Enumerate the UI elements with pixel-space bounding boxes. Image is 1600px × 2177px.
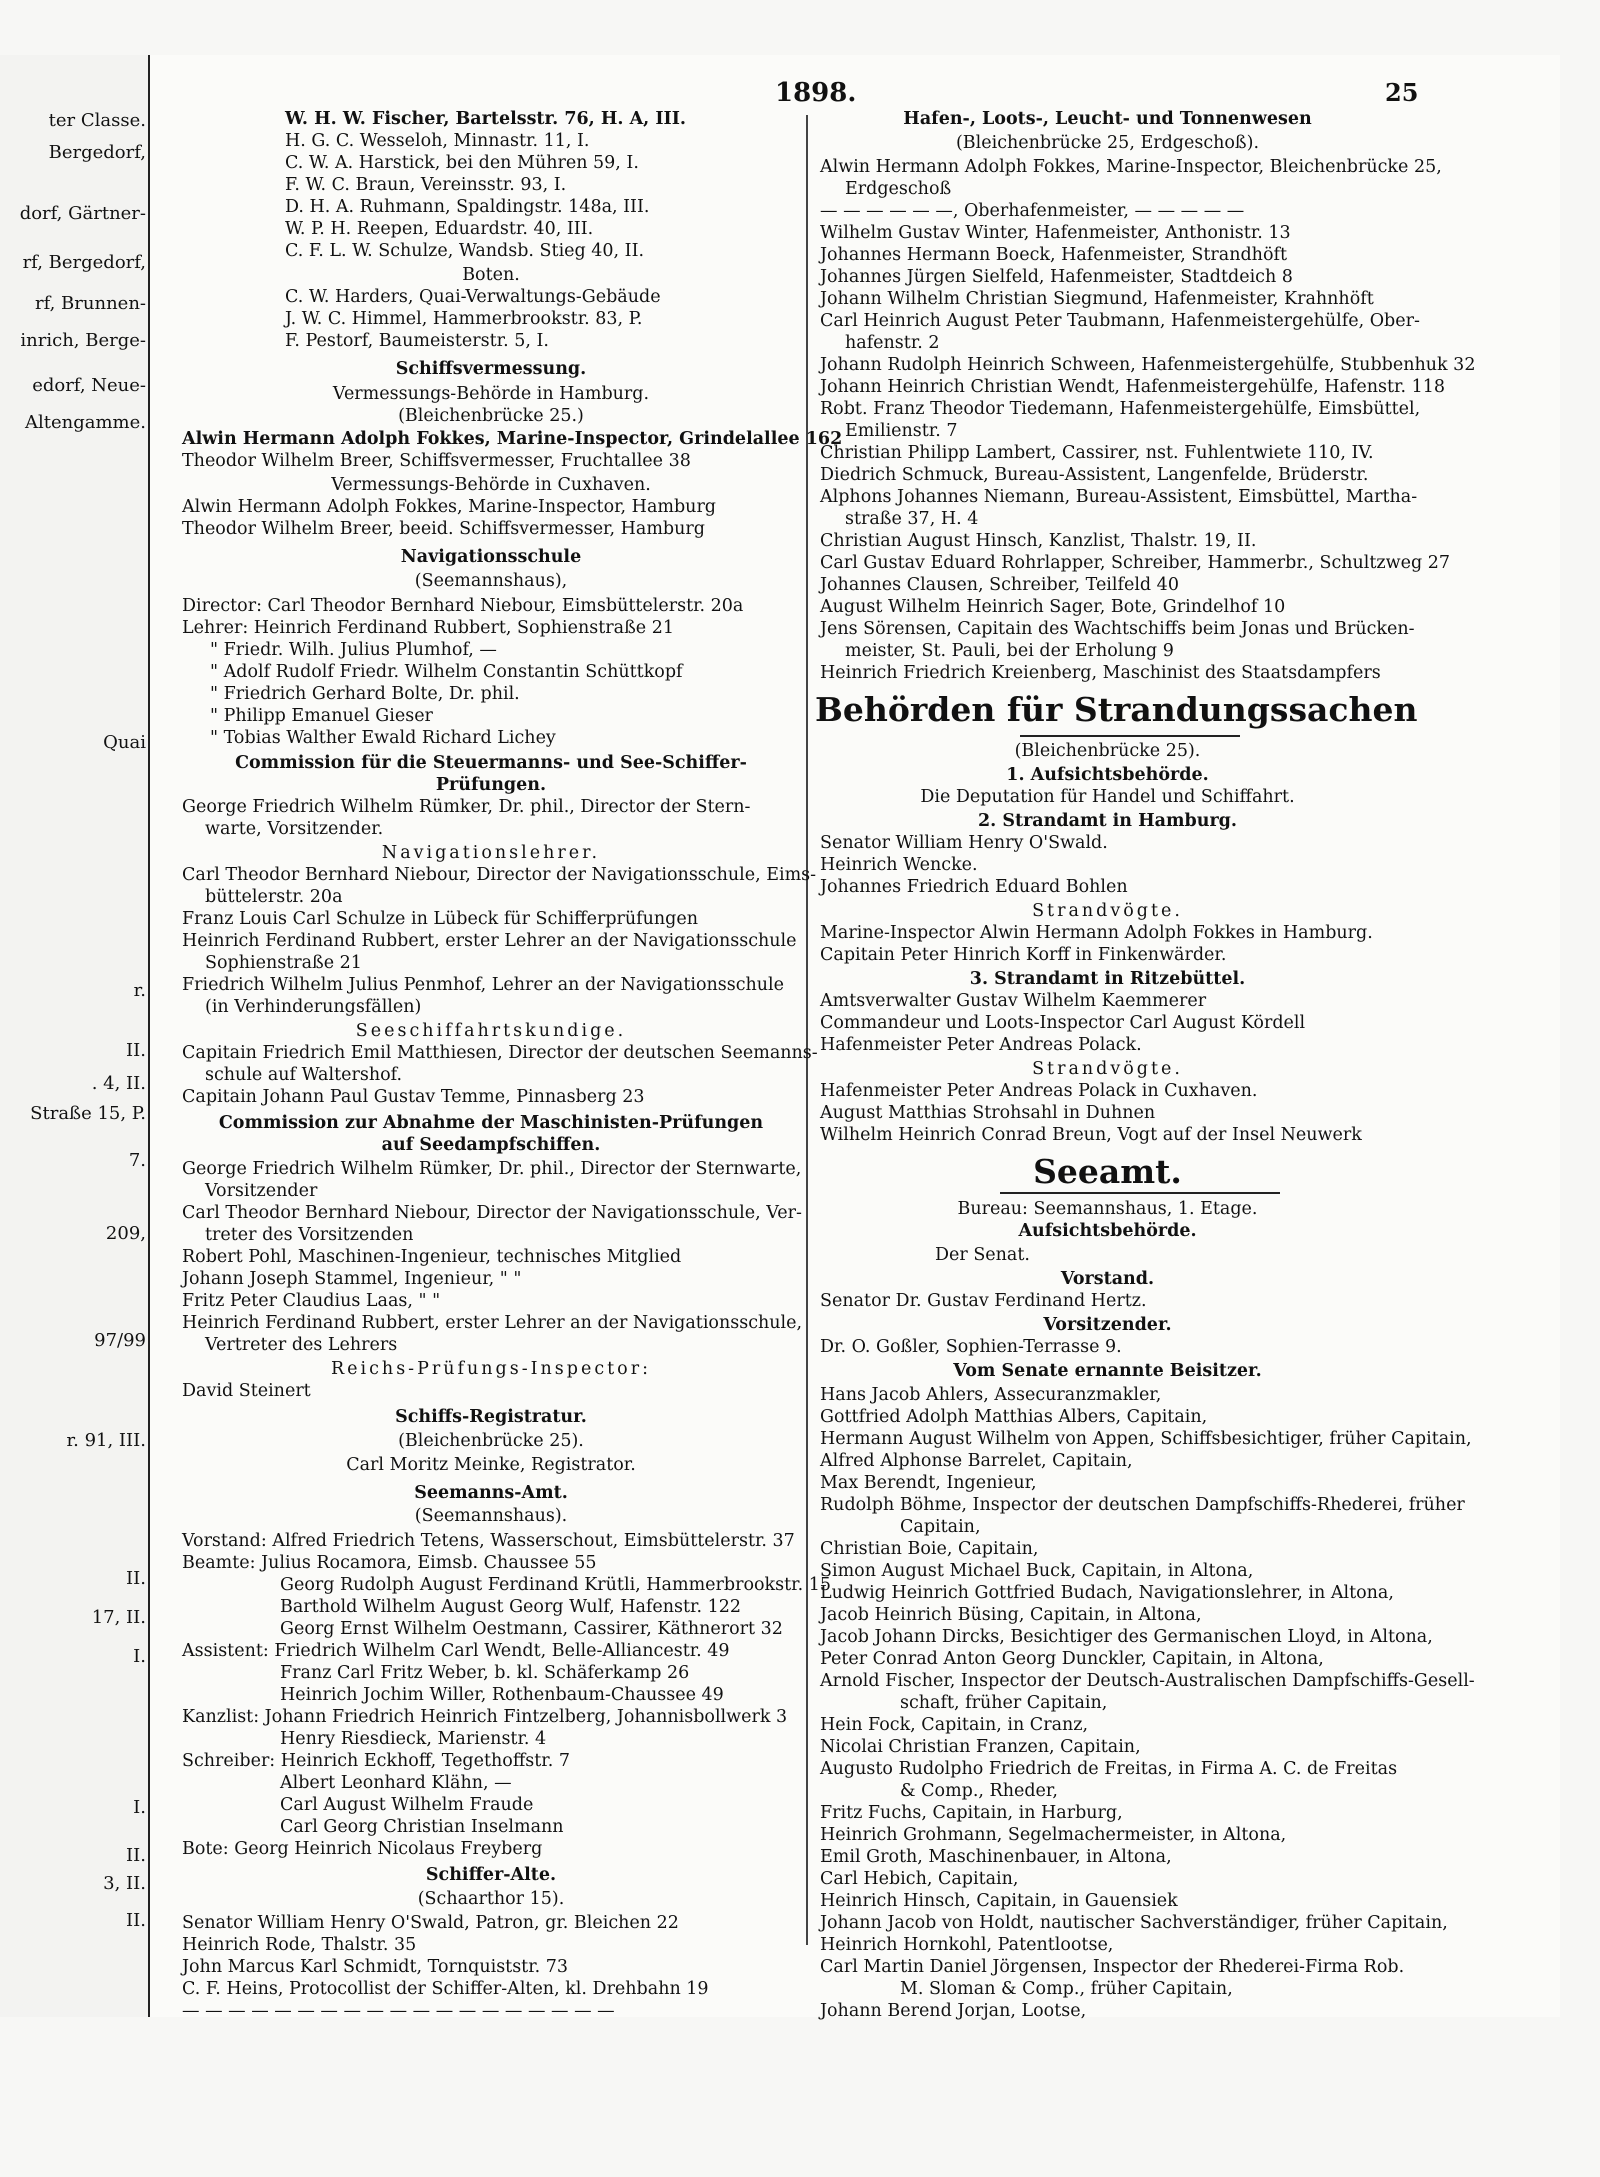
text-line: Johann Wilhelm Christian Siegmund, Hafenmeister, Krahnhöft — [820, 289, 1374, 309]
text-line: Kanzlist: Johann Friedrich Heinrich Fintzelberg, Johannisbollwerk 3 — [182, 1707, 788, 1727]
text-line: Hans Jacob Ahlers, Assecuranzmakler, — [820, 1385, 1162, 1405]
text-line: Carl Moritz Meinke, Registrator. — [346, 1455, 636, 1475]
text-line: Alphons Johannes Niemann, Bureau-Assistent, Eimsbüttel, Martha- — [820, 487, 1418, 507]
text-line: Johann Berend Jorjan, Lootse, — [820, 2001, 1087, 2021]
text-line: Johannes Jürgen Sielfeld, Hafenmeister, Stadtdeich 8 — [820, 267, 1293, 287]
text-line: Jacob Johann Dircks, Besichtiger des Germanischen Lloyd, in Altona, — [820, 1627, 1433, 1647]
text-line: Lehrer: Heinrich Ferdinand Rubbert, Sophienstraße 21 — [182, 618, 674, 638]
text-line: Johann Joseph Stammel, Ingenieur, " " — [182, 1269, 522, 1289]
text-line: C. F. Heins, Protocollist der Schiffer-Alten, kl. Drehbahn 19 — [182, 1979, 709, 1999]
text-line: George Friedrich Wilhelm Rümker, Dr. phil., Director der Sternwarte, — [182, 1159, 802, 1179]
text-line: Alfred Alphonse Barrelet, Capitain, — [820, 1451, 1133, 1471]
text-line: Theodor Wilhelm Breer, beeid. Schiffsvermesser, Hamburg — [182, 519, 705, 539]
text-line: Robt. Franz Theodor Tiedemann, Hafenmeistergehülfe, Eimsbüttel, — [820, 399, 1421, 419]
text-line: Gottfried Adolph Matthias Albers, Capitain, — [820, 1407, 1208, 1427]
text-line: Heinrich Wencke. — [820, 855, 978, 875]
left-page-fragment-line: Altengamme. — [25, 412, 146, 433]
text-line: Amtsverwalter Gustav Wilhelm Kaemmerer — [820, 991, 1207, 1011]
text-line: Hafenmeister Peter Andreas Polack in Cuxhaven. — [820, 1081, 1258, 1101]
text-line: hafenstr. 2 — [845, 333, 940, 353]
text-line: Strandvögte. — [1032, 901, 1183, 921]
left-page-fragment-line: r. 91, III. — [66, 1430, 146, 1451]
left-page-fragment-line: Straße 15, P. — [30, 1103, 146, 1124]
text-line: Sophienstraße 21 — [205, 953, 362, 973]
text-line: Dr. O. Goßler, Sophien-Terrasse 9. — [820, 1337, 1122, 1357]
text-line: Peter Conrad Anton Georg Dunckler, Capitain, in Altona, — [820, 1649, 1324, 1669]
text-line: Johann Heinrich Christian Wendt, Hafenmeistergehülfe, Hafenstr. 118 — [820, 377, 1446, 397]
section-title: Commission zur Abnahme der Maschinisten-Prüfungen — [218, 1113, 764, 1133]
text-line: Alwin Hermann Adolph Fokkes, Marine-Inspector, Bleichenbrücke 25, — [820, 157, 1442, 177]
text-line: H. G. C. Wesseloh, Minnastr. 11, I. — [285, 131, 590, 151]
text-line: Johannes Hermann Boeck, Hafenmeister, Strandhöft — [820, 245, 1287, 265]
text-line: Capitain Johann Paul Gustav Temme, Pinnasberg 23 — [182, 1087, 645, 1107]
text-line: Georg Ernst Wilhelm Oestmann, Cassirer, Käthnerort 32 — [280, 1619, 783, 1639]
text-line: Carl Theodor Bernhard Niebour, Director der Navigationsschule, Eims- — [182, 865, 817, 885]
text-line: Carl August Wilhelm Fraude — [280, 1795, 534, 1815]
text-line: F. Pestorf, Baumeisterstr. 5, I. — [285, 331, 549, 351]
text-line: Beamte: Julius Rocamora, Eimsb. Chaussee 55 — [182, 1553, 597, 1573]
text-line: Johannes Clausen, Schreiber, Teilfeld 40 — [820, 575, 1179, 595]
text-line: August Wilhelm Heinrich Sager, Bote, Grindelhof 10 — [820, 597, 1286, 617]
text-line: Heinrich Ferdinand Rubbert, erster Lehrer an der Navigationsschule — [182, 931, 797, 951]
text-line: Strandvögte. — [1032, 1059, 1183, 1079]
text-line: treter des Vorsitzenden — [205, 1225, 414, 1245]
left-page-fragment-line: 3, II. — [103, 1873, 146, 1894]
text-line: Carl Martin Daniel Jörgensen, Inspector der Rhederei-Firma Rob. — [820, 1957, 1405, 1977]
heading-rule — [1000, 1192, 1280, 1194]
section-title: Schiffer-Alte. — [425, 1865, 557, 1885]
text-line: Rudolph Böhme, Inspector der deutschen Dampfschiffs-Rhederei, früher — [820, 1495, 1465, 1515]
text-line: Vertreter des Lehrers — [205, 1335, 398, 1355]
text-line: Johannes Friedrich Eduard Bohlen — [820, 877, 1128, 897]
text-line: Capitain, — [900, 1517, 981, 1537]
text-line: Christian Philipp Lambert, Cassirer, nst. Fuhlentwiete 110, IV. — [820, 443, 1374, 463]
text-line: Carl Theodor Bernhard Niebour, Director der Navigationsschule, Ver- — [182, 1203, 802, 1223]
text-line: Emil Groth, Maschinenbauer, in Altona, — [820, 1847, 1172, 1867]
text-line: Seeschiffahrtskundige. — [355, 1021, 627, 1041]
text-line: Max Berendt, Ingenieur, — [820, 1473, 1037, 1493]
text-line: Fritz Peter Claudius Laas, " " — [182, 1291, 441, 1311]
text-line: — — — — — — — — — — — — — — — — — — — — [182, 2001, 615, 2021]
left-page-fragment-line: edorf, Neue- — [32, 375, 146, 396]
text-line: Heinrich Grohmann, Segelmachermeister, in Altona, — [820, 1825, 1287, 1845]
text-line: C. W. Harders, Quai-Verwaltungs-Gebäude — [285, 287, 661, 307]
text-line: Hafenmeister Peter Andreas Polack. — [820, 1035, 1142, 1055]
text-line: Director: Carl Theodor Bernhard Niebour, Eimsbüttelerstr. 20a — [182, 596, 744, 616]
section-title: Navigationsschule — [400, 547, 582, 567]
text-line: Diedrich Schmuck, Bureau-Assistent, Langenfelde, Brüderstr. — [820, 465, 1369, 485]
left-page-fragment-line: dorf, Gärtner- — [19, 203, 146, 224]
text-line: Arnold Fischer, Inspector der Deutsch-Australischen Dampfschiffs-Gesell- — [820, 1671, 1475, 1691]
text-line: straße 37, H. 4 — [845, 509, 979, 529]
text-line: Simon August Michael Buck, Capitain, in Altona, — [820, 1561, 1254, 1581]
text-line: Carl Hebich, Capitain, — [820, 1869, 1019, 1889]
text-line: Johann Jacob von Holdt, nautischer Sachverständiger, früher Capitain, — [820, 1913, 1448, 1933]
text-line: Bote: Georg Heinrich Nicolaus Freyberg — [182, 1839, 543, 1859]
text-line: George Friedrich Wilhelm Rümker, Dr. phil., Director der Stern- — [182, 797, 751, 817]
text-line: warte, Vorsitzender. — [205, 819, 384, 839]
section-title: Schiffsvermessung. — [395, 359, 587, 379]
text-line: Emilienstr. 7 — [845, 421, 958, 441]
text-line: Fritz Fuchs, Capitain, in Harburg, — [820, 1803, 1123, 1823]
page-number: 25 — [1385, 78, 1419, 107]
text-line: Carl Gustav Eduard Rohrlapper, Schreiber, Hammerbr., Schultzweg 27 — [820, 553, 1451, 573]
text-line: Vorsitzender — [205, 1181, 318, 1201]
text-line: Senator William Henry O'Swald, Patron, gr. Bleichen 22 — [182, 1913, 679, 1933]
text-line: Heinrich Jochim Willer, Rothenbaum-Chaussee 49 — [280, 1685, 724, 1705]
text-line: Theodor Wilhelm Breer, Schiffsvermesser, Fruchtallee 38 — [182, 451, 691, 471]
text-line: Carl Heinrich August Peter Taubmann, Hafenmeistergehülfe, Ober- — [820, 311, 1420, 331]
text-line: C. W. A. Harstick, bei den Mühren 59, I. — [285, 153, 639, 173]
text-line: Henry Riesdieck, Marienstr. 4 — [280, 1729, 547, 1749]
text-line: Heinrich Hornkohl, Patentlootse, — [820, 1935, 1114, 1955]
left-page-fragment-line: 7. — [128, 1150, 146, 1171]
text-line: Wilhelm Heinrich Conrad Breun, Vogt auf der Insel Neuwerk — [820, 1125, 1362, 1145]
text-line: Capitain Friedrich Emil Matthiesen, Director der deutschen Seemanns- — [182, 1043, 818, 1063]
left-page-fragment-line: 17, II. — [91, 1607, 146, 1628]
section-title: Seemanns-Amt. — [414, 1483, 568, 1503]
text-line: büttelerstr. 20a — [205, 887, 343, 907]
text-line: " Friedr. Wilh. Julius Plumhof, — — [210, 640, 497, 660]
left-page-fragment-line: I. — [133, 1646, 146, 1667]
left-page-fragment-line: Bergedorf, — [48, 142, 146, 163]
text-line: Jacob Heinrich Büsing, Capitain, in Altona, — [820, 1605, 1202, 1625]
text-line: " Tobias Walther Ewald Richard Lichey — [210, 728, 556, 748]
text-line: D. H. A. Ruhmann, Spaldingstr. 148a, III. — [285, 197, 650, 217]
text-line: meister, St. Pauli, bei der Erholung 9 — [845, 641, 1174, 661]
text-line: W. H. W. Fischer, Bartelsstr. 76, H. A, III. — [285, 109, 686, 129]
text-line: (Schaarthor 15). — [417, 1889, 565, 1909]
text-line: Hein Fock, Capitain, in Cranz, — [820, 1715, 1089, 1735]
text-line: — — — — — —, Oberhafenmeister, — — — — — — [820, 201, 1245, 221]
section-title: Hafen-, Loots-, Leucht- und Tonnenwesen — [903, 109, 1312, 129]
left-page-fragment-line: II. — [126, 1568, 146, 1589]
text-line: Christian Boie, Capitain, — [820, 1539, 1039, 1559]
text-line: David Steinert — [182, 1381, 311, 1401]
left-page-fragment-line: I. — [133, 1797, 146, 1818]
left-page-fragment-line: rf, Bergedorf, — [22, 252, 146, 273]
text-line: Ludwig Heinrich Gottfried Budach, Navigationslehrer, in Altona, — [820, 1583, 1394, 1603]
left-page-fragment-line: II. — [126, 1910, 146, 1931]
text-line: Bureau: Seemannshaus, 1. Etage. — [957, 1199, 1258, 1219]
text-line: " Adolf Rudolf Friedr. Wilhelm Constantin Schüttkopf — [210, 662, 683, 682]
section-title: Commission für die Steuermanns- und See-Schiffer- — [235, 753, 747, 773]
text-line: Franz Louis Carl Schulze in Lübeck für Schifferprüfungen — [182, 909, 699, 929]
text-line: Augusto Rudolpho Friedrich de Freitas, in Firma A. C. de Freitas — [820, 1759, 1398, 1779]
section-title: auf Seedampfschiffen. — [381, 1135, 601, 1155]
text-line: Robert Pohl, Maschinen-Ingenieur, technisches Mitglied — [182, 1247, 682, 1267]
text-line: Carl Georg Christian Inselmann — [280, 1817, 564, 1837]
text-line: Wilhelm Gustav Winter, Hafenmeister, Anthonistr. 13 — [820, 223, 1291, 243]
left-page-fragment-line: Quai — [103, 732, 146, 753]
text-line: M. Sloman & Comp., früher Capitain, — [900, 1979, 1233, 1999]
text-line: Heinrich Rode, Thalstr. 35 — [182, 1935, 417, 1955]
text-line: Heinrich Hinsch, Capitain, in Gauensiek — [820, 1891, 1178, 1911]
text-line: Senator William Henry O'Swald. — [820, 833, 1108, 853]
section-title: Vorsitzender. — [1043, 1315, 1172, 1335]
section-title: 1. Aufsichtsbehörde. — [1006, 765, 1209, 785]
left-page-fragment-line: 97/99 — [94, 1330, 146, 1351]
text-line: Heinrich Ferdinand Rubbert, erster Lehrer an der Navigationsschule, — [182, 1313, 803, 1333]
text-line: Heinrich Friedrich Kreienberg, Maschinist des Staatsdampfers — [820, 663, 1381, 683]
section-title: Schiffs-Registratur. — [395, 1407, 587, 1427]
text-line: schaft, früher Capitain, — [900, 1693, 1108, 1713]
text-line: Franz Carl Fritz Weber, b. kl. Schäferkamp 26 — [280, 1663, 690, 1683]
left-page-fragment-line: . 4, II. — [91, 1073, 146, 1094]
text-line: Barthold Wilhelm August Georg Wulf, Hafenstr. 122 — [280, 1597, 741, 1617]
left-page-fragment-line: ter Classe. — [48, 110, 146, 131]
section-title: Vom Senate ernannte Beisitzer. — [953, 1361, 1262, 1381]
section-heading: Behörden für Strandungssachen — [815, 690, 1418, 729]
text-line: Vorstand: Alfred Friedrich Tetens, Wasserschout, Eimsbüttelerstr. 37 — [182, 1531, 795, 1551]
text-line: Reichs-Prüfungs-Inspector: — [331, 1359, 651, 1379]
text-line: Schreiber: Heinrich Eckhoff, Tegethoffstr. 7 — [182, 1751, 570, 1771]
left-page-fragment-line: inrich, Berge- — [20, 330, 146, 351]
section-title: 3. Strandamt in Ritzebüttel. — [969, 969, 1246, 989]
section-heading: Seeamt. — [1033, 1152, 1182, 1191]
text-line: August Matthias Strohsahl in Duhnen — [820, 1103, 1156, 1123]
left-page-fragment-line: rf, Brunnen- — [34, 293, 146, 314]
text-line: F. W. C. Braun, Vereinsstr. 93, I. — [285, 175, 567, 195]
text-line: (Bleichenbrücke 25.) — [398, 406, 584, 426]
text-line: C. F. L. W. Schulze, Wandsb. Stieg 40, II. — [285, 241, 645, 261]
text-line: Hermann August Wilhelm von Appen, Schiffsbesichtiger, früher Capitain, — [820, 1429, 1472, 1449]
text-line: Die Deputation für Handel und Schiffahrt. — [920, 787, 1295, 807]
text-line: John Marcus Karl Schmidt, Tornquiststr. 73 — [182, 1957, 569, 1977]
left-page-fragment-line: II. — [126, 1040, 146, 1061]
text-line: Alwin Hermann Adolph Fokkes, Marine-Inspector, Hamburg — [182, 497, 717, 517]
text-line: Nicolai Christian Franzen, Capitain, — [820, 1737, 1141, 1757]
text-line: Capitain Peter Hinrich Korff in Finkenwärder. — [820, 945, 1227, 965]
text-line: Christian August Hinsch, Kanzlist, Thalstr. 19, II. — [820, 531, 1257, 551]
text-line: Navigationslehrer. — [381, 843, 601, 863]
text-line: (Seemannshaus), — [414, 571, 568, 591]
text-line: Assistent: Friedrich Wilhelm Carl Wendt, Belle-Alliancestr. 49 — [182, 1641, 730, 1661]
text-line: schule auf Waltershof. — [205, 1065, 403, 1085]
text-line: Albert Leonhard Klähn, — — [280, 1773, 512, 1793]
left-page-fragment-line: r. — [133, 980, 146, 1001]
text-line: J. W. C. Himmel, Hammerbrookstr. 83, P. — [285, 309, 643, 329]
text-line: Senator Dr. Gustav Ferdinand Hertz. — [820, 1291, 1147, 1311]
text-line: Alwin Hermann Adolph Fokkes, Marine-Inspector, Grindelallee 162 — [182, 429, 843, 449]
text-line: Vermessungs-Behörde in Hamburg. — [332, 384, 650, 404]
heading-rule — [1020, 735, 1240, 737]
text-line: " Friedrich Gerhard Bolte, Dr. phil. — [210, 684, 520, 704]
section-title: Vorstand. — [1060, 1269, 1155, 1289]
section-title: Prüfungen. — [435, 775, 547, 795]
text-line: Vermessungs-Behörde in Cuxhaven. — [331, 475, 651, 495]
section-title: 2. Strandamt in Hamburg. — [978, 811, 1237, 831]
text-line: Georg Rudolph August Ferdinand Krütli, Hammerbrookstr. 15 — [280, 1575, 831, 1595]
text-line: Erdgeschoß — [845, 179, 952, 199]
text-line: (in Verhinderungsfällen) — [205, 997, 422, 1017]
text-line: Der Senat. — [935, 1245, 1030, 1265]
text-line: Boten. — [462, 265, 520, 285]
text-line: Jens Sörensen, Capitain des Wachtschiffs beim Jonas und Brücken- — [820, 619, 1415, 639]
text-line: & Comp., Rheder, — [900, 1781, 1058, 1801]
left-page-fragment-line: 209, — [105, 1223, 146, 1244]
text-line: (Bleichenbrücke 25). — [1014, 741, 1201, 761]
column-divider — [806, 115, 808, 1945]
left-page-fragment-line: II. — [126, 1845, 146, 1866]
text-line: W. P. H. Reepen, Eduardstr. 40, III. — [285, 219, 594, 239]
text-line: Johann Rudolph Heinrich Schween, Hafenmeistergehülfe, Stubbenhuk 32 — [820, 355, 1476, 375]
text-line: Friedrich Wilhelm Julius Penmhof, Lehrer an der Navigationsschule — [182, 975, 785, 995]
text-line: (Seemannshaus). — [414, 1506, 568, 1526]
text-line: Marine-Inspector Alwin Hermann Adolph Fokkes in Hamburg. — [820, 923, 1373, 943]
section-title: Aufsichtsbehörde. — [1018, 1221, 1197, 1241]
text-line: " Philipp Emanuel Gieser — [210, 706, 433, 726]
page-year: 1898. — [775, 78, 857, 108]
text-line: (Bleichenbrücke 25). — [398, 1431, 584, 1451]
text-line: (Bleichenbrücke 25, Erdgeschoß). — [955, 133, 1260, 153]
text-line: Commandeur und Loots-Inspector Carl August Kördell — [820, 1013, 1306, 1033]
